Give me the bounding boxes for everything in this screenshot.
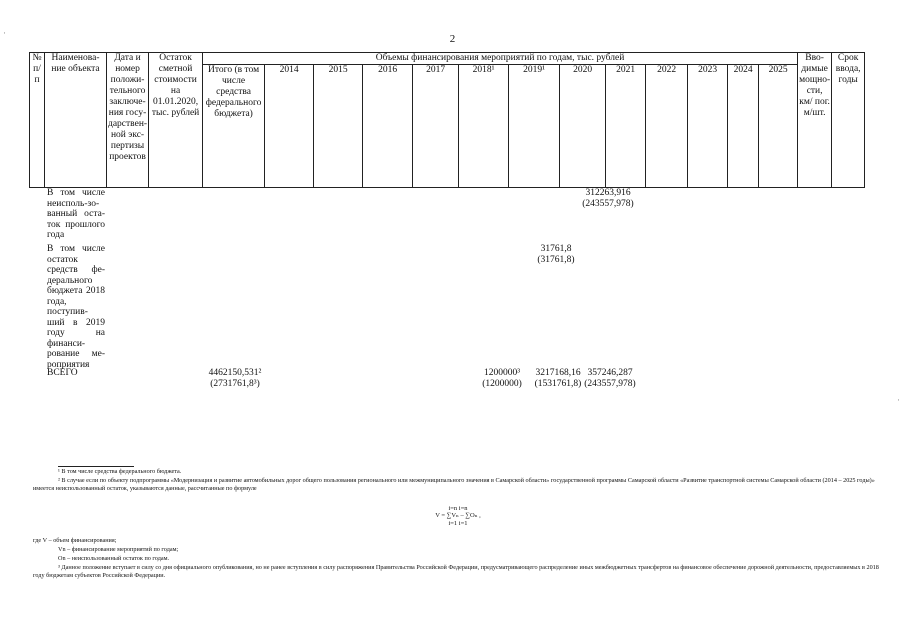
total-2020-federal: (243557,978) xyxy=(584,379,636,389)
year-header: 2020 xyxy=(560,65,606,188)
scan-margin-mark: · xyxy=(897,395,900,405)
year-header: 2015 xyxy=(314,65,363,188)
formula-upper-limits: i=n i=n xyxy=(448,505,468,512)
col-date-header: Дата и номер положи-тельного заключе-ния госу-дарствен-ной экс-пертизы проектов xyxy=(107,53,149,188)
total-2020-value: 357246,287 xyxy=(587,368,633,378)
year-header: 2022 xyxy=(646,65,688,188)
footnote-1: ¹ В том числе средства федерального бюджета. xyxy=(58,468,182,475)
col-number-header: № п/п xyxy=(30,53,45,188)
total-2018-federal: (1200000) xyxy=(482,379,522,389)
col-term-header: Срок ввода, годы xyxy=(832,53,865,188)
total-2018-value: 1200000³ xyxy=(483,368,521,378)
total-sum-federal: (2731761,8³) xyxy=(210,379,260,389)
col-balance-header: Остаток сметной стоимости на 01.01.2020, тыс. рублей xyxy=(149,53,203,188)
remainder-2019-value: 31761,8 xyxy=(540,244,572,254)
scan-margin-mark: · xyxy=(3,28,6,38)
year-header: 2016 xyxy=(363,65,413,188)
col-capacity-header: Вво-димые мощно-сти, км/ пог. м/шт. xyxy=(798,53,832,188)
year-header: 2014 xyxy=(265,65,314,188)
footnote-2: ² В случае если по объекту подпрограммы «Модернизация и развитие автомобильных дорог общего пользования регионального или межмуниципального значения в Самарской области» государственной программы Самарской области «Развитие транспортной системы Самарской области (2014 – 2025 годы)» имеется неиспользованный остаток, указываются данные, рассчитанные по формуле xyxy=(33,477,875,492)
formula: V = ∑Vₙ – ∑Oₙ , xyxy=(435,512,481,519)
footnote-separator xyxy=(58,466,134,467)
unused-2020-federal: (243557,978) xyxy=(582,199,634,209)
footnote-vn: Vn – финансирование мероприятий по годам; xyxy=(58,546,179,553)
col-total-header: Итого (в том числе средства федерального бюджета) xyxy=(203,65,265,188)
row-label-unused-remainder: В том числе неисполь-зо-ванный оста-ток прошлого года xyxy=(47,188,105,240)
year-header: 2021 xyxy=(606,65,646,188)
remainder-2019-federal: (31761,8) xyxy=(537,255,575,265)
year-header: 2024 xyxy=(728,65,759,188)
footnote-3: ³ Данное положение вступает в силу со дня официального опубликования, но не ранее вступления в силу распоряжения Правительства Российской Федерации, предусматривающего распределение иных межбюджетных трансфертов на финансовое обеспечение дорожной деятельности, предоставляемых в 2018 году бюджетам субъектов Российской Федерации. xyxy=(33,564,879,579)
year-header: 2017 xyxy=(413,65,459,188)
unused-2020-value: 312263,916 xyxy=(585,188,631,198)
col-volumes-header: Объемы финансирования мероприятий по годам, тыс. рублей xyxy=(203,53,798,65)
year-header: 2019¹ xyxy=(509,65,560,188)
row-label-total: ВСЕГО xyxy=(47,368,78,378)
year-header: 2025 xyxy=(759,65,798,188)
financing-header-table xyxy=(29,52,865,188)
row-label-federal-remainder: В том числе остаток средств фе-дерального бюджета 2018 года, поступив-ший в 2019 году на финанси-рование ме-роприятия xyxy=(47,244,105,370)
year-header: 2018¹ xyxy=(459,65,509,188)
footnote-on: On – неиспользованный остаток по годам. xyxy=(58,555,170,562)
total-2019-federal: (1531761,8) xyxy=(534,379,582,389)
col-name-header: Наименова-ние объекта xyxy=(45,53,107,188)
total-sum-value: 4462150,531² xyxy=(208,368,262,378)
year-header: 2023 xyxy=(688,65,728,188)
footnote-where: где V – объем финансирования; xyxy=(33,537,117,544)
total-2019-value: 3217168,16 xyxy=(535,368,581,378)
formula-lower-limits: i=1 i=1 xyxy=(448,520,468,527)
page-number: 2 xyxy=(449,33,456,45)
